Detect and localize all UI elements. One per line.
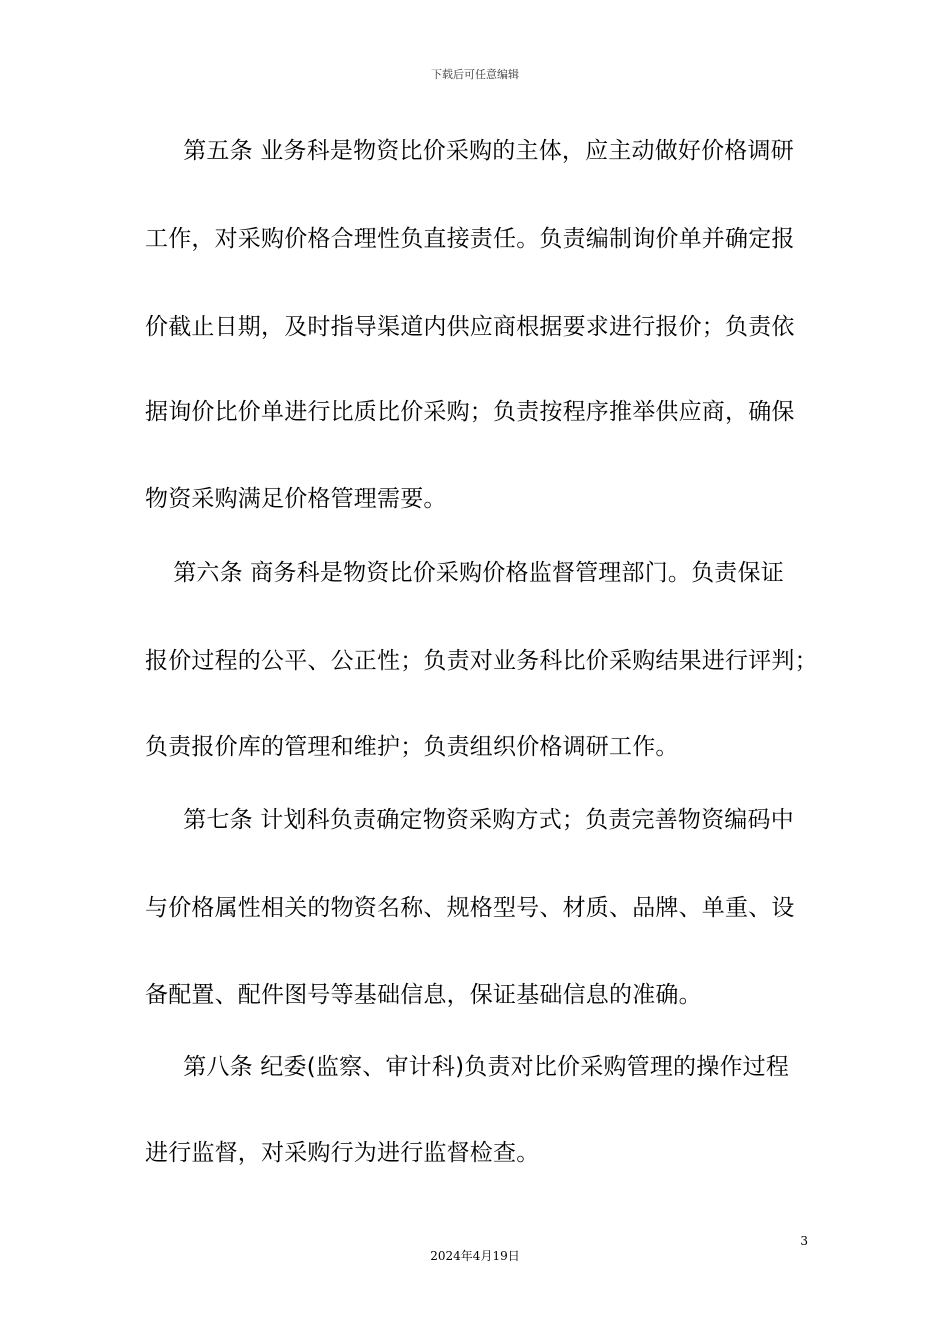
- body-line: 工作，对采购价格合理性负直接责任。负责编制询价单并确定报: [145, 226, 795, 252]
- page-header: 下载后可任意编辑: [431, 68, 519, 81]
- footer-date: 2024年4月19日: [430, 1249, 520, 1263]
- body-line: 进行监督，对采购行为进行监督检查。: [145, 1140, 540, 1166]
- body-line: 第七条 计划科负责确定物资采购方式；负责完善物资编码中: [160, 807, 794, 833]
- body-line: 物资采购满足价格管理需要。: [145, 486, 447, 512]
- body-line: 据询价比价单进行比质比价采购；负责按程序推举供应商，确保: [145, 399, 795, 425]
- body-line: 与价格属性相关的物资名称、规格型号、材质、品牌、单重、设: [145, 895, 795, 921]
- body-line: 第八条 纪委(监察、审计科)负责对比价采购管理的操作过程: [160, 1054, 790, 1080]
- body-line: 报价过程的公平、公正性；负责对业务科比价采购结果进行评判；: [145, 648, 818, 674]
- body-line: 第六条 商务科是物资比价采购价格监督管理部门。负责保证: [150, 560, 784, 586]
- body-line: 价截止日期，及时指导渠道内供应商根据要求进行报价；负责依: [145, 314, 795, 340]
- body-line: 第五条 业务科是物资比价采购的主体，应主动做好价格调研: [160, 138, 794, 164]
- body-line: 负责报价库的管理和维护；负责组织价格调研工作。: [145, 734, 679, 760]
- body-line: 备配置、配件图号等基础信息，保证基础信息的准确。: [145, 982, 702, 1008]
- page-number: 3: [800, 1234, 808, 1248]
